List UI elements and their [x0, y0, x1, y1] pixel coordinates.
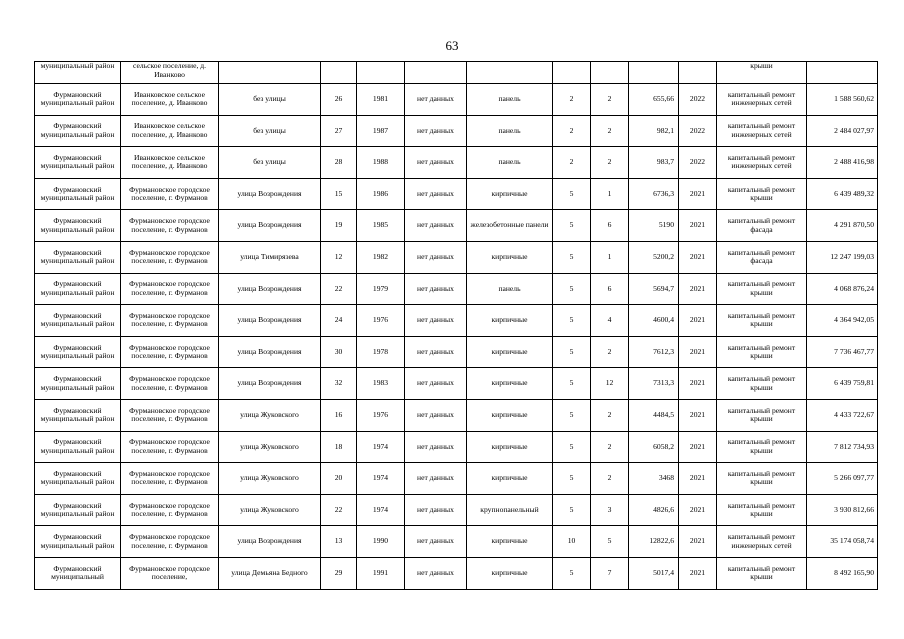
wall-material-cell: панель: [467, 115, 553, 147]
entrances-cell: 2: [591, 84, 629, 116]
year-commission-cell: нет данных: [405, 494, 467, 526]
house-cell: 26: [321, 84, 357, 116]
year-commission-cell: нет данных: [405, 526, 467, 558]
table-body: [35, 62, 878, 590]
street-cell: улица Жуковского: [219, 463, 321, 495]
cost-cell: 7 736 467,77: [807, 336, 878, 368]
area-cell: 5190: [629, 210, 679, 242]
plan-year-cell: 2021: [679, 273, 717, 305]
area-cell: 5694,7: [629, 273, 679, 305]
table-row: [35, 526, 878, 558]
entrances-cell: 1: [591, 178, 629, 210]
table-row: [35, 241, 878, 273]
cost-cell: 2 484 027,97: [807, 115, 878, 147]
plan-year-cell: 2022: [679, 115, 717, 147]
floors-cell: 5: [553, 305, 591, 337]
district-cell: Фурмановский муниципальный район: [35, 399, 121, 431]
settlement-cell: Иванковское сельское поселение, д. Иванково: [121, 147, 219, 179]
house-cell: 29: [321, 557, 357, 589]
street-cell: улица Жуковского: [219, 399, 321, 431]
area-cell: 12822,6: [629, 526, 679, 558]
house-cell: 27: [321, 115, 357, 147]
district-cell: Фурмановский муниципальный район: [35, 368, 121, 400]
year-commission-cell: нет данных: [405, 178, 467, 210]
wall-material-cell: кирпичные: [467, 178, 553, 210]
year-built-cell: 1978: [357, 336, 405, 368]
area-cell: 983,7: [629, 147, 679, 179]
street-cell: улица Жуковского: [219, 494, 321, 526]
street-cell: улица Возрождения: [219, 526, 321, 558]
settlement-cell: Фурмановское городское поселение, г. Фурманов: [121, 336, 219, 368]
wall-material-cell: кирпичные: [467, 557, 553, 589]
district-cell: Фурмановский муниципальный район: [35, 526, 121, 558]
cost-cell: 4 433 722,67: [807, 399, 878, 431]
entrances-cell: 2: [591, 431, 629, 463]
street-cell: улица Возрождения: [219, 178, 321, 210]
street-cell: улица Жуковского: [219, 431, 321, 463]
cost-cell: 6 439 759,81: [807, 368, 878, 400]
plan-year-cell: 2021: [679, 399, 717, 431]
plan-year-cell: 2022: [679, 147, 717, 179]
floors-cell: 5: [553, 241, 591, 273]
cost-cell: 6 439 489,32: [807, 178, 878, 210]
house-cell: 16: [321, 399, 357, 431]
table-row: [35, 368, 878, 400]
year-built-cell: 1974: [357, 463, 405, 495]
table-row: [35, 336, 878, 368]
area-cell: 3468: [629, 463, 679, 495]
house-cell: 18: [321, 431, 357, 463]
floors-cell: 5: [553, 178, 591, 210]
wall-material-cell: кирпичные: [467, 399, 553, 431]
year-built-cell: 1986: [357, 178, 405, 210]
year-built-cell: 1979: [357, 273, 405, 305]
table-row: [35, 463, 878, 495]
work-type-cell: капитальный ремонт инженерных сетей: [717, 84, 807, 116]
plan-year-cell: 2021: [679, 494, 717, 526]
entrances-cell: 6: [591, 273, 629, 305]
street-cell: улица Демьяна Бедного: [219, 557, 321, 589]
entrances-cell: 1: [591, 241, 629, 273]
year-commission-cell: нет данных: [405, 115, 467, 147]
year-built-cell: 1983: [357, 368, 405, 400]
cost-cell: 2 488 416,98: [807, 147, 878, 179]
area-cell: 5017,4: [629, 557, 679, 589]
wall-material-cell: панель: [467, 273, 553, 305]
year-built-cell: 1990: [357, 526, 405, 558]
street-cell: улица Тимирязева: [219, 241, 321, 273]
work-type-cell: капитальный ремонт инженерных сетей: [717, 147, 807, 179]
plan-year-cell: 2021: [679, 526, 717, 558]
house-cell: [321, 62, 357, 84]
district-cell: Фурмановский муниципальный район: [35, 147, 121, 179]
wall-material-cell: панель: [467, 84, 553, 116]
page-number: 63: [445, 38, 459, 53]
table-row: [35, 178, 878, 210]
floors-cell: 5: [553, 431, 591, 463]
table-row: [35, 431, 878, 463]
plan-year-cell: 2021: [679, 210, 717, 242]
work-type-cell: капитальный ремонт крыши: [717, 494, 807, 526]
house-cell: 15: [321, 178, 357, 210]
wall-material-cell: железобетонные панели: [467, 210, 553, 242]
settlement-cell: Фурмановское городское поселение, г. Фурманов: [121, 431, 219, 463]
plan-year-cell: [679, 62, 717, 84]
wall-material-cell: кирпичные: [467, 241, 553, 273]
cost-cell: 5 266 097,77: [807, 463, 878, 495]
year-commission-cell: нет данных: [405, 273, 467, 305]
settlement-cell: Фурмановское городское поселение, г. Фурманов: [121, 305, 219, 337]
year-built-cell: 1974: [357, 494, 405, 526]
house-cell: 22: [321, 494, 357, 526]
entrances-cell: 2: [591, 115, 629, 147]
cost-cell: 3 930 812,66: [807, 494, 878, 526]
district-cell: Фурмановский муниципальный район: [35, 336, 121, 368]
plan-year-cell: 2021: [679, 178, 717, 210]
cost-cell: 7 812 734,93: [807, 431, 878, 463]
cost-cell: 1 588 560,62: [807, 84, 878, 116]
area-cell: 4484,5: [629, 399, 679, 431]
floors-cell: [553, 62, 591, 84]
entrances-cell: 6: [591, 210, 629, 242]
entrances-cell: 2: [591, 147, 629, 179]
district-cell: Фурмановский муниципальный район: [35, 115, 121, 147]
settlement-cell: Иванковское сельское поселение, д. Иванково: [121, 84, 219, 116]
wall-material-cell: кирпичные: [467, 368, 553, 400]
continued-row: [35, 62, 878, 84]
year-commission-cell: нет данных: [405, 399, 467, 431]
table-row: [35, 399, 878, 431]
floors-cell: 5: [553, 368, 591, 400]
area-cell: 7313,3: [629, 368, 679, 400]
work-type-cell: капитальный ремонт крыши: [717, 557, 807, 589]
settlement-cell: Иванковское сельское поселение, д. Иванково: [121, 115, 219, 147]
settlement-cell: Фурмановское городское поселение, г. Фурманов: [121, 241, 219, 273]
cost-cell: 35 174 058,74: [807, 526, 878, 558]
street-cell: улица Возрождения: [219, 368, 321, 400]
settlement-cell: Фурмановское городское поселение, г. Фурманов: [121, 273, 219, 305]
work-type-cell: капитальный ремонт крыши: [717, 178, 807, 210]
year-commission-cell: нет данных: [405, 84, 467, 116]
plan-year-cell: 2021: [679, 463, 717, 495]
entrances-cell: 5: [591, 526, 629, 558]
floors-cell: 5: [553, 336, 591, 368]
district-cell: Фурмановский муниципальный район: [35, 241, 121, 273]
table-row: [35, 147, 878, 179]
district-cell: Фурмановский муниципальный район: [35, 494, 121, 526]
year-commission-cell: нет данных: [405, 305, 467, 337]
wall-material-cell: кирпичные: [467, 526, 553, 558]
district-cell: Фурмановский муниципальный район: [35, 431, 121, 463]
repair-register-table: [34, 61, 878, 590]
work-type-cell: капитальный ремонт крыши: [717, 273, 807, 305]
wall-material-cell: кирпичные: [467, 431, 553, 463]
area-cell: 982,1: [629, 115, 679, 147]
wall-material-cell: кирпичные: [467, 463, 553, 495]
street-cell: улица Возрождения: [219, 305, 321, 337]
year-built-cell: 1991: [357, 557, 405, 589]
area-cell: 4600,4: [629, 305, 679, 337]
floors-cell: 5: [553, 399, 591, 431]
year-built-cell: 1974: [357, 431, 405, 463]
table-row: [35, 273, 878, 305]
settlement-cell: Фурмановское городское поселение, г. Фурманов: [121, 526, 219, 558]
year-built-cell: 1988: [357, 147, 405, 179]
area-cell: 655,66: [629, 84, 679, 116]
cost-cell: 12 247 199,03: [807, 241, 878, 273]
work-type-cell: капитальный ремонт крыши: [717, 305, 807, 337]
street-cell: без улицы: [219, 84, 321, 116]
area-cell: [629, 62, 679, 84]
plan-year-cell: 2021: [679, 336, 717, 368]
entrances-cell: 2: [591, 399, 629, 431]
district-cell: Фурмановский муниципальный район: [35, 84, 121, 116]
wall-material-cell: кирпичные: [467, 305, 553, 337]
settlement-cell: Фурмановское городское поселение, г. Фурманов: [121, 210, 219, 242]
year-commission-cell: нет данных: [405, 368, 467, 400]
floors-cell: 5: [553, 210, 591, 242]
year-built-cell: [357, 62, 405, 84]
district-cell: Фурмановский муниципальный район: [35, 210, 121, 242]
settlement-cell: сельское поселение, д. Иванково: [121, 62, 219, 84]
entrances-cell: 12: [591, 368, 629, 400]
cost-cell: [807, 62, 878, 84]
house-cell: 12: [321, 241, 357, 273]
table-row: [35, 305, 878, 337]
street-cell: улица Возрождения: [219, 336, 321, 368]
year-built-cell: 1976: [357, 399, 405, 431]
year-built-cell: 1981: [357, 84, 405, 116]
plan-year-cell: 2021: [679, 305, 717, 337]
work-type-cell: капитальный ремонт крыши: [717, 368, 807, 400]
district-cell: Фурмановский муниципальный район: [35, 178, 121, 210]
table-row: [35, 557, 878, 589]
floors-cell: 10: [553, 526, 591, 558]
entrances-cell: 2: [591, 463, 629, 495]
entrances-cell: 4: [591, 305, 629, 337]
street-cell: улица Возрождения: [219, 273, 321, 305]
house-cell: 28: [321, 147, 357, 179]
plan-year-cell: 2022: [679, 84, 717, 116]
table-row: [35, 115, 878, 147]
work-type-cell: капитальный ремонт фасада: [717, 241, 807, 273]
street-cell: без улицы: [219, 115, 321, 147]
table-row: [35, 84, 878, 116]
area-cell: 4826,6: [629, 494, 679, 526]
floors-cell: 2: [553, 115, 591, 147]
settlement-cell: Фурмановское городское поселение,: [121, 557, 219, 589]
entrances-cell: 3: [591, 494, 629, 526]
wall-material-cell: крупнопанельный: [467, 494, 553, 526]
district-cell: Фурмановский муниципальный район: [35, 305, 121, 337]
district-cell: Фурмановский муниципальный район: [35, 463, 121, 495]
house-cell: 30: [321, 336, 357, 368]
work-type-cell: капитальный ремонт крыши: [717, 463, 807, 495]
area-cell: 5200,2: [629, 241, 679, 273]
year-commission-cell: нет данных: [405, 336, 467, 368]
street-cell: без улицы: [219, 147, 321, 179]
house-cell: 22: [321, 273, 357, 305]
floors-cell: 5: [553, 273, 591, 305]
plan-year-cell: 2021: [679, 241, 717, 273]
area-cell: 7612,3: [629, 336, 679, 368]
year-built-cell: 1985: [357, 210, 405, 242]
cost-cell: 4 364 942,05: [807, 305, 878, 337]
work-type-cell: капитальный ремонт фасада: [717, 210, 807, 242]
settlement-cell: Фурмановское городское поселение, г. Фурманов: [121, 463, 219, 495]
house-cell: 24: [321, 305, 357, 337]
year-commission-cell: нет данных: [405, 210, 467, 242]
plan-year-cell: 2021: [679, 557, 717, 589]
cost-cell: 8 492 165,90: [807, 557, 878, 589]
floors-cell: 5: [553, 494, 591, 526]
work-type-cell: капитальный ремонт крыши: [717, 399, 807, 431]
year-commission-cell: нет данных: [405, 557, 467, 589]
house-cell: 13: [321, 526, 357, 558]
table-row: [35, 210, 878, 242]
entrances-cell: [591, 62, 629, 84]
year-built-cell: 1976: [357, 305, 405, 337]
floors-cell: 5: [553, 557, 591, 589]
work-type-cell: капитальный ремонт инженерных сетей: [717, 115, 807, 147]
area-cell: 6058,2: [629, 431, 679, 463]
plan-year-cell: 2021: [679, 368, 717, 400]
settlement-cell: Фурмановское городское поселение, г. Фурманов: [121, 399, 219, 431]
work-type-cell: крыши: [717, 62, 807, 84]
house-cell: 19: [321, 210, 357, 242]
wall-material-cell: панель: [467, 147, 553, 179]
district-cell: Фурмановский муниципальный: [35, 557, 121, 589]
plan-year-cell: 2021: [679, 431, 717, 463]
district-cell: муниципальный район: [35, 62, 121, 84]
district-cell: Фурмановский муниципальный район: [35, 273, 121, 305]
year-commission-cell: нет данных: [405, 241, 467, 273]
entrances-cell: 2: [591, 336, 629, 368]
wall-material-cell: [467, 62, 553, 84]
year-commission-cell: нет данных: [405, 147, 467, 179]
cost-cell: 4 068 876,24: [807, 273, 878, 305]
area-cell: 6736,3: [629, 178, 679, 210]
year-built-cell: 1987: [357, 115, 405, 147]
settlement-cell: Фурмановское городское поселение, г. Фурманов: [121, 368, 219, 400]
street-cell: [219, 62, 321, 84]
year-commission-cell: [405, 62, 467, 84]
cost-cell: 4 291 870,50: [807, 210, 878, 242]
work-type-cell: капитальный ремонт крыши: [717, 336, 807, 368]
house-cell: 20: [321, 463, 357, 495]
year-built-cell: 1982: [357, 241, 405, 273]
year-commission-cell: нет данных: [405, 463, 467, 495]
floors-cell: 2: [553, 84, 591, 116]
work-type-cell: капитальный ремонт инженерных сетей: [717, 526, 807, 558]
settlement-cell: Фурмановское городское поселение, г. Фурманов: [121, 178, 219, 210]
house-cell: 32: [321, 368, 357, 400]
floors-cell: 2: [553, 147, 591, 179]
table-row: [35, 494, 878, 526]
wall-material-cell: кирпичные: [467, 336, 553, 368]
year-commission-cell: нет данных: [405, 431, 467, 463]
entrances-cell: 7: [591, 557, 629, 589]
street-cell: улица Возрождения: [219, 210, 321, 242]
work-type-cell: капитальный ремонт крыши: [717, 431, 807, 463]
settlement-cell: Фурмановское городское поселение, г. Фурманов: [121, 494, 219, 526]
floors-cell: 5: [553, 463, 591, 495]
